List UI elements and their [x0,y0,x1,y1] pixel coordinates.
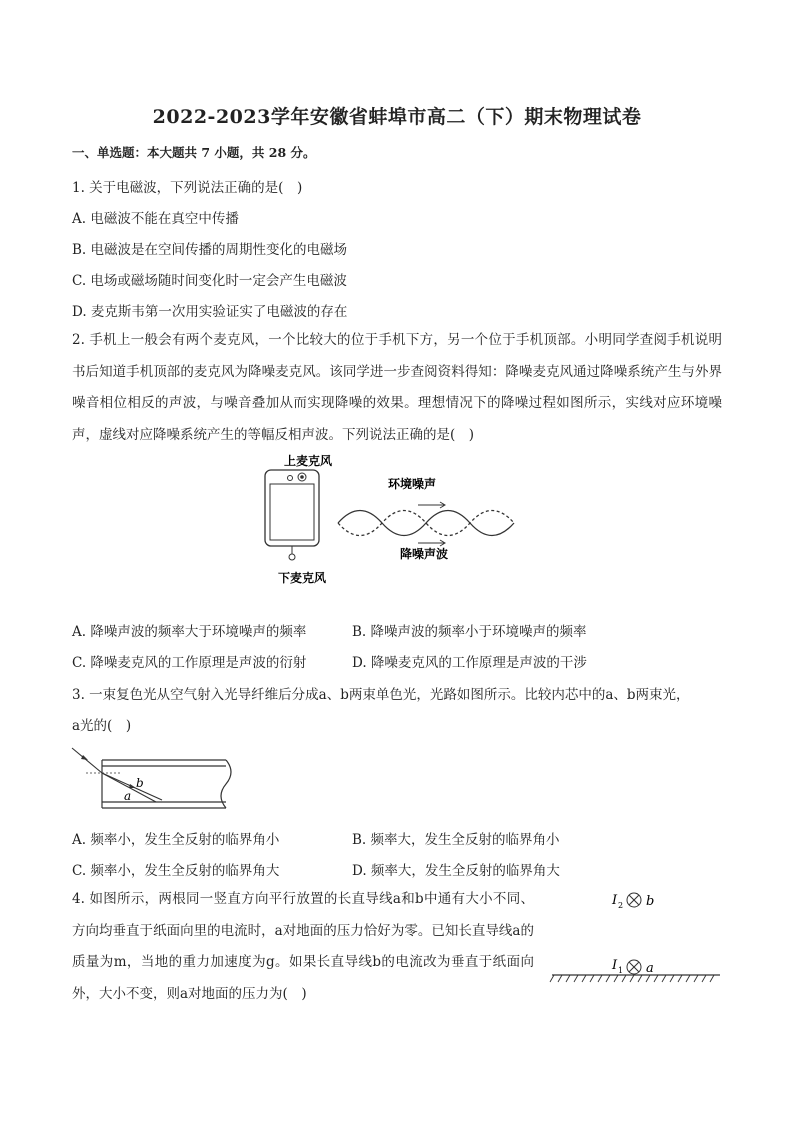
label-I1: I [612,958,618,973]
q3-option-c: C. 频率小，发生全反射的临界角大 [72,863,280,879]
phone-screen [270,484,314,540]
bottom-mic-label: 下麦克风 [278,571,327,585]
label-a: a [124,789,132,803]
q3-option-d: D. 频率大，发生全反射的临界角大 [352,863,560,879]
q2-stem: 2. 手机上一般会有两个麦克风，一个比较大的位于手机下方，另一个位于手机顶部。小明同学查阅手机说明书后知道手机顶部的麦克风为降噪麦克风。该同学进一步查阅资料得知：降噪麦克风通过降噪系统产生与外界噪音相位相反的声波，与噪音叠加从而实现降噪的效果。理想情况下的降噪过程如图所示，实线对应环境噪声，虚线对应降噪系统产生的等幅反相声波。下列说法正确的是( ) [72,332,722,443]
q1-option-c: C. 电场或磁场随时间变化时一定会产生电磁波 [72,273,347,289]
section-heading: 一、单选题：本大题共 7 小题，共 28 分。 [72,145,316,160]
q3-figure [66,742,246,814]
q3-stem-line2: a光的( ) [72,718,132,734]
env-noise-wave [338,511,514,536]
label-I2-sub: 2 [618,901,624,910]
q3-option-a: A. 频率小，发生全反射的临界角小 [72,832,280,848]
q3-stem-line1: 3. 一束复色光从空气射入光导纤维后分成a、b两束单色光，光路如图所示。比较内芯中的a、b两束光， [72,687,690,703]
q2-option-d: D. 降噪麦克风的工作原理是声波的干涉 [352,655,587,671]
incident-ray [72,748,102,773]
page-title: 2022-2023学年安徽省蚌埠市高二（下）期末物理试卷 [152,106,642,128]
q1-option-a: A. 电磁波不能在真空中传播 [72,211,239,227]
ground-hatching [550,975,714,982]
label-b-wire: b [646,894,655,909]
q2-option-b: B. 降噪声波的频率小于环境噪声的频率 [352,624,587,640]
label-a-wire: a [646,961,654,976]
label-I2: I [612,893,618,908]
q4-stem: 4. 如图所示，两根同一竖直方向平行放置的长直导线a和b中通有大小不同、方向均垂直于纸面向里的电流时，a对地面的压力恰好为零。已知长直导线a的质量为m，当地的重力加速度为g。如果长直导线b的电流改为垂直于纸面向外，大小不变，则a对地面的压力为( ) [72,891,534,1002]
q3-option-b: B. 频率大，发生全反射的临界角小 [352,832,560,848]
fiber-break-icon [221,760,231,808]
bottom-mic-icon [289,554,295,560]
anti-noise-label: 降噪声波 [400,547,449,561]
label-I1-sub: 1 [618,966,624,975]
camera-icon [288,476,293,481]
q1-stem: 1. 关于电磁波，下列说法正确的是( ) [72,180,303,196]
top-mic-label: 上麦克风 [284,454,333,468]
q1-option-b: B. 电磁波是在空间传播的周期性变化的电磁场 [72,242,348,258]
q2-option-c: C. 降噪麦克风的工作原理是声波的衍射 [72,655,307,671]
q2-figure [250,448,540,588]
env-noise-label: 环境噪声 [388,477,437,491]
q2-option-a: A. 降噪声波的频率大于环境噪声的频率 [72,624,307,640]
phone-body [265,470,319,546]
q4-figure [548,884,728,990]
label-b: b [136,776,144,790]
q1-option-d: D. 麦克斯韦第一次用实验证实了电磁波的存在 [72,304,348,320]
